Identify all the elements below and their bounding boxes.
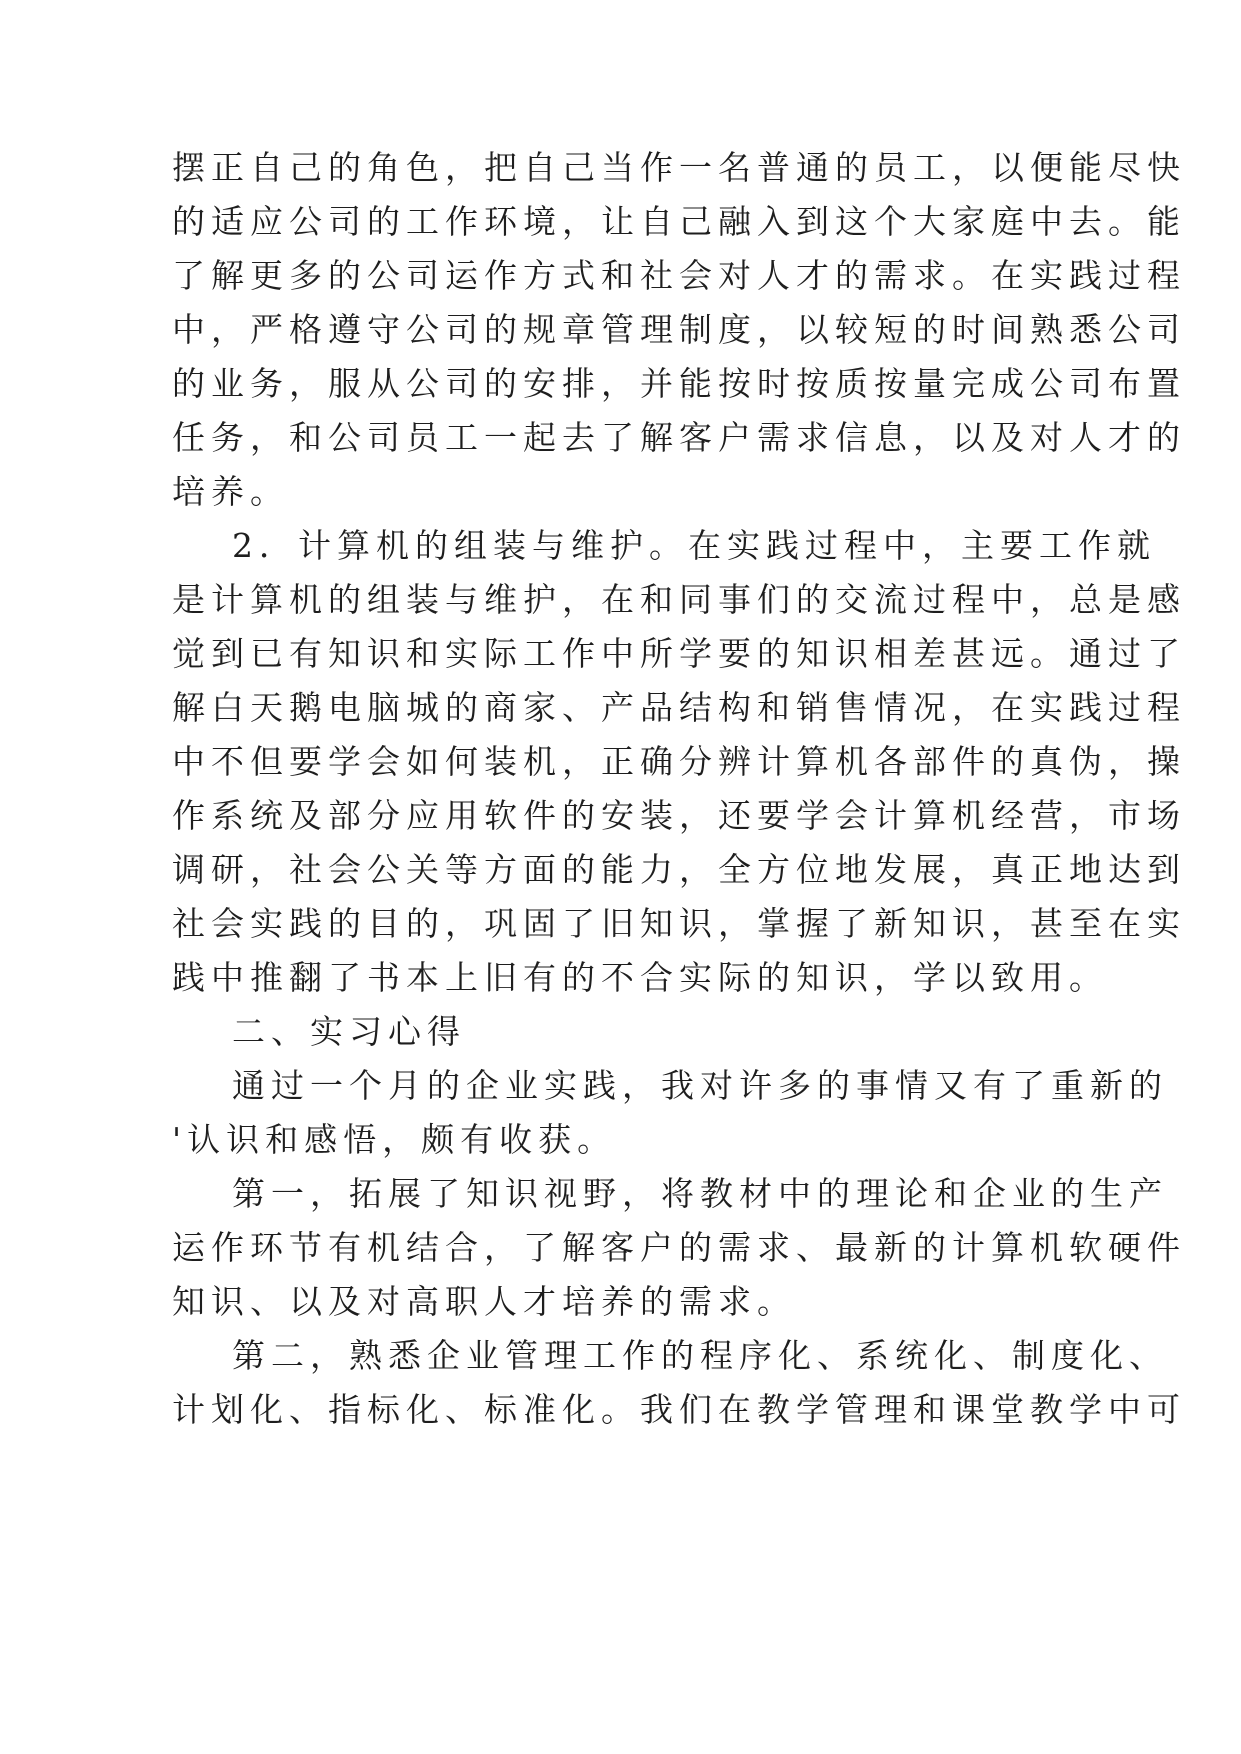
text-line: 中不但要学会如何装机，正确分辨计算机各部件的真伪，操 <box>172 742 1186 781</box>
text-line: '认识和感悟，颇有收获。 <box>172 1120 617 1159</box>
text-line: 社会实践的目的，巩固了旧知识，掌握了新知识，甚至在实 <box>172 904 1186 943</box>
text-line: 的适应公司的工作环境，让自己融入到这个大家庭中去。能 <box>172 202 1186 241</box>
section-heading: 二、实习心得 <box>232 1012 466 1051</box>
text-line: 第二，熟悉企业管理工作的程序化、系统化、制度化、 <box>232 1336 1168 1375</box>
text-line: 2．计算机的组装与维护。在实践过程中，主要工作就 <box>232 526 1156 565</box>
text-line: 培养。 <box>172 472 289 511</box>
text-line: 践中推翻了书本上旧有的不合实际的知识，学以致用。 <box>172 958 1108 997</box>
text-line: 第一，拓展了知识视野，将教材中的理论和企业的生产 <box>232 1174 1168 1213</box>
text-line: 摆正自己的角色，把自己当作一名普通的员工，以便能尽快 <box>172 148 1186 187</box>
text-line: 计划化、指标化、标准化。我们在教学管理和课堂教学中可 <box>172 1390 1186 1429</box>
text-line: 的业务，服从公司的安排，并能按时按质按量完成公司布置 <box>172 364 1186 403</box>
text-line: 调研，社会公关等方面的能力，全方位地发展，真正地达到 <box>172 850 1186 889</box>
text-line: 知识、以及对高职人才培养的需求。 <box>172 1282 796 1321</box>
text-line: 通过一个月的企业实践，我对许多的事情又有了重新的 <box>232 1066 1168 1105</box>
text-line: 解白天鹅电脑城的商家、产品结构和销售情况，在实践过程 <box>172 688 1186 727</box>
text-line: 觉到已有知识和实际工作中所学要的知识相差甚远。通过了 <box>172 634 1186 673</box>
text-line: 是计算机的组装与维护，在和同事们的交流过程中，总是感 <box>172 580 1186 619</box>
text-line: 运作环节有机结合，了解客户的需求、最新的计算机软硬件 <box>172 1228 1186 1267</box>
text-line: 中，严格遵守公司的规章管理制度，以较短的时间熟悉公司 <box>172 310 1186 349</box>
text-line: 了解更多的公司运作方式和社会对人才的需求。在实践过程 <box>172 256 1186 295</box>
text-line: 任务，和公司员工一起去了解客户需求信息，以及对人才的 <box>172 418 1186 457</box>
text-line: 作系统及部分应用软件的安装，还要学会计算机经营，市场 <box>172 796 1186 835</box>
